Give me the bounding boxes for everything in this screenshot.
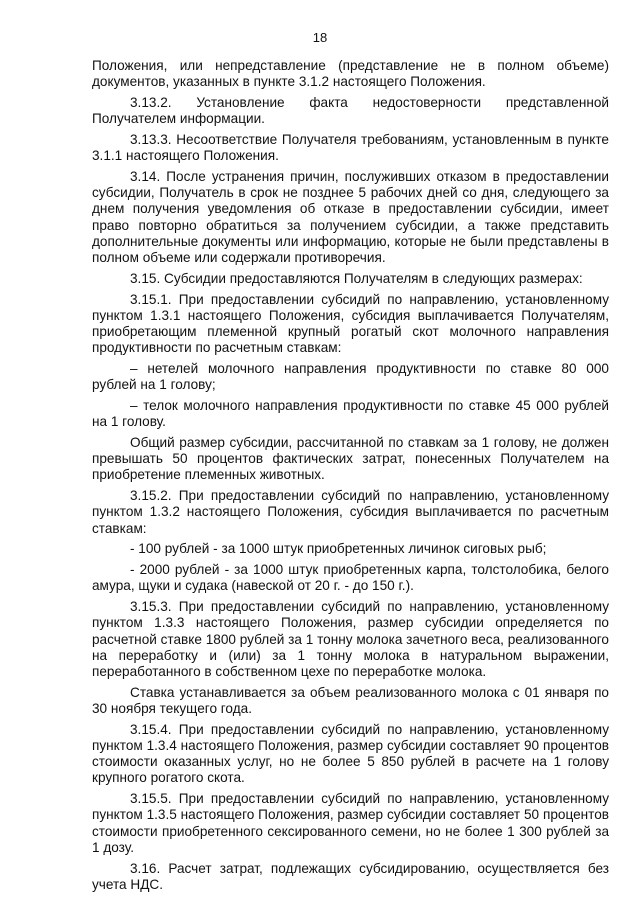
list-item-whitefish: - 100 рублей - за 1000 штук приобретенных личинок сиговых рыб;	[130, 541, 547, 557]
list-item-heifers: – нетелей молочного направления продуктивности по ставке 80 000 рублей на 1 голову;	[92, 361, 609, 393]
paragraph-3-15-2: 3.15.2. При предоставлении субсидий по направлению, установленному пунктом 1.3.2 настоящего Положения, субсидия выплачивается по расчетным ставкам:	[92, 488, 609, 536]
paragraph-continuation: Положения, или непредставление (представление не в полном объеме) документов, указанных в пункте 3.1.2 настоящего Положения.	[92, 58, 609, 90]
paragraph-milk-rate: Ставка устанавливается за объем реализованного молока с 01 января по 30 ноября текущего года.	[92, 684, 609, 717]
paragraph-3-14: 3.14. После устранения причин, послуживших отказом в предоставлении субсидии, Получатель в срок не позднее 5 рабочих дней со дня, следующего за днем получения уведомления об отказе в предоставлении субсидии, имеет право повторно обратиться за получением субсидии, а также представить дополнительные документы или информацию, которые не были представлены в полном объеме или содержали противоречия.	[92, 169, 609, 266]
paragraph-total-subsidy: Общий размер субсидии, рассчитанной по ставкам за 1 голову, не должен превышать 50 процентов фактических затрат, понесенных Получателем на приобретение племенных животных.	[92, 435, 609, 483]
page-number: 18	[312, 30, 328, 45]
paragraph-3-15-4: 3.15.4. При предоставлении субсидий по направлению, установленному пунктом 1.3.4 настоящего Положения, размер субсидии составляет 90 процентов стоимости оказанных услуг, но не более 5 850 рублей в расчете на 1 голову крупного рогатого скота.	[92, 721, 609, 786]
paragraph-3-16: 3.16. Расчет затрат, подлежащих субсидированию, осуществляется без учета НДС.	[92, 860, 609, 892]
list-item-calves: – телок молочного направления продуктивности по ставке 45 000 рублей на 1 голову.	[92, 398, 609, 430]
document-body	[92, 58, 609, 898]
list-item-carp: - 2000 рублей - за 1000 штук приобретенных карпа, толстолобика, белого амура, щуки и судака (навеской от 20 г. - до 150 г.).	[92, 562, 609, 594]
paragraph-3-15-5: 3.15.5. При предоставлении субсидий по направлению, установленному пунктом 1.3.5 настоящего Положения, размер субсидии составляет 50 процентов стоимости приобретенного сексированного семени, но не более 1 300 рублей за 1 дозу.	[92, 791, 609, 855]
paragraph-3-13-3: 3.13.3. Несоответствие Получателя требованиям, установленным в пункте 3.1.1 настоящего Положения.	[92, 132, 609, 164]
paragraph-3-15-1: 3.15.1. При предоставлении субсидий по направлению, установленному пунктом 1.3.1 настоящего Положения, субсидия выплачивается Получателям, приобретающим племенной крупный рогатый скот молочного направления продуктивности по расчетным ставкам:	[92, 291, 609, 356]
paragraph-3-15-3: 3.15.3. При предоставлении субсидий по направлению, установленному пунктом 1.3.3 настоящего Положения, размер субсидии определяется по расчетной ставке 1800 рублей за 1 тонну молока зачетного веса, реализованного на переработку и (или) за 1 тонну молока в натуральном выражении, переработанного в собственном цехе по переработке молока.	[92, 599, 609, 680]
paragraph-3-15: 3.15. Субсидии предоставляются Получателям в следующих размерах:	[130, 270, 583, 286]
paragraph-3-13-2: 3.13.2. Установление факта недостоверности представленной Получателем информации.	[92, 95, 609, 127]
